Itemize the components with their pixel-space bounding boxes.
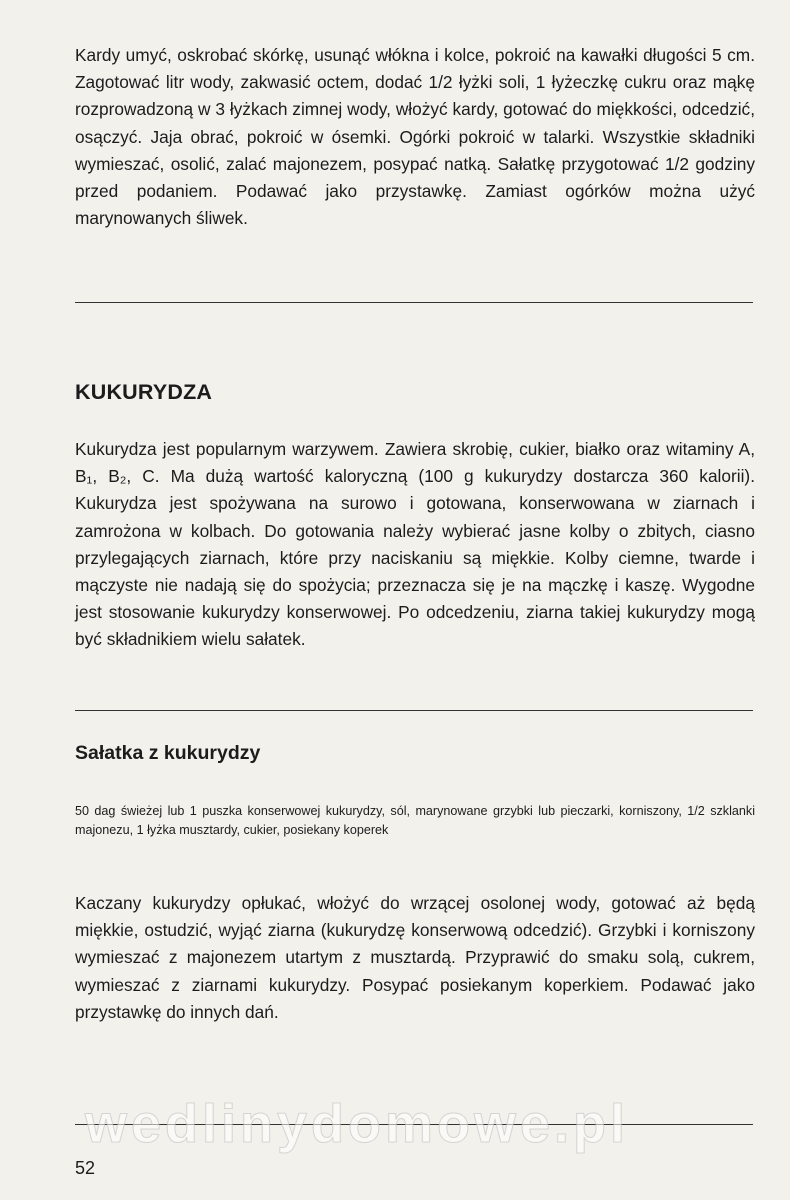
section-paragraph: Kukurydza jest popularnym warzywem. Zawiera skrobię, cukier, białko oraz witaminy A, B₁, B₂, C. Ma dużą wartość kaloryczną (100 g kukurydzy dostarcza 360 kalorii). Kukurydza jest spożywana na surowo i gotowana, konserwowana w ziarnach i zamrożona w kolbach. Do gotowania należy wybierać jasne kolby o zbitych, ciasno przylegających ziarnach, które przy naciskaniu są miękkie. Kolby ciemne, twarde i mączyste nie nadają się do spożycia; przeznacza się je na mączkę i kaszę. Wygodne jest stosowanie kukurydzy konserwowej. Po odcedzeniu, ziarna takiej kukurydzy mogą być składnikiem wielu sałatek. [75,439,755,650]
recipe-title: Sałatka z kukurydzy [75,742,261,764]
section-title: KUKURYDZA [75,380,213,404]
intro-section [75,42,755,232]
page-number: 52 [75,1158,96,1178]
section-divider [75,710,753,711]
book-page [75,0,755,1200]
intro-paragraph: Kardy umyć, oskrobać skórkę, usunąć włókna i kolce, pokroić na kawałki długości 5 cm. Zagotować litr wody, zakwasić octem, dodać 1/2 łyżki soli, 1 łyżeczkę cukru oraz mąkę rozprowadzoną w 3 łyżkach zimnej wody, włożyć kardy, gotować do miękkości, odcedzić, osączyć. Jaja obrać, pokroić w ósemki. Ogórki pokroić w talarki. Wszystkie składniki wymieszać, osolić, zalać majonezem, posypać natką. Sałatkę przygotować 1/2 godziny przed podaniem. Podawać jako przystawkę. Zamiast ogórków można użyć marynowanych śliwek. [75,45,755,229]
section-body [75,436,755,654]
watermark: wedlinydomowe.pl [85,1094,630,1154]
recipe-ingredients-block [75,802,755,840]
section-divider [75,302,753,303]
recipe-instructions: Kaczany kukurydzy opłukać, włożyć do wrzącej osolonej wody, gotować aż będą miękkie, ostudzić, wyjąć ziarna (kukurydzę konserwową odcedzić). Grzybki i korniszony wymieszać z majonezem utartym z musztardą. Przyprawić do smaku solą, cukrem, wymieszać z ziarnami kukurydzy. Posypać posiekanym koperkiem. Podawać jako przystawkę do innych dań. [75,893,755,1022]
recipe-ingredients: 50 dag świeżej lub 1 puszka konserwowej kukurydzy, sól, marynowane grzybki lub pieczarki, korniszony, 1/2 szklanki majonezu, 1 łyżka musztardy, cukier, posiekany koperek [75,804,755,837]
recipe-instructions-block [75,890,755,1026]
